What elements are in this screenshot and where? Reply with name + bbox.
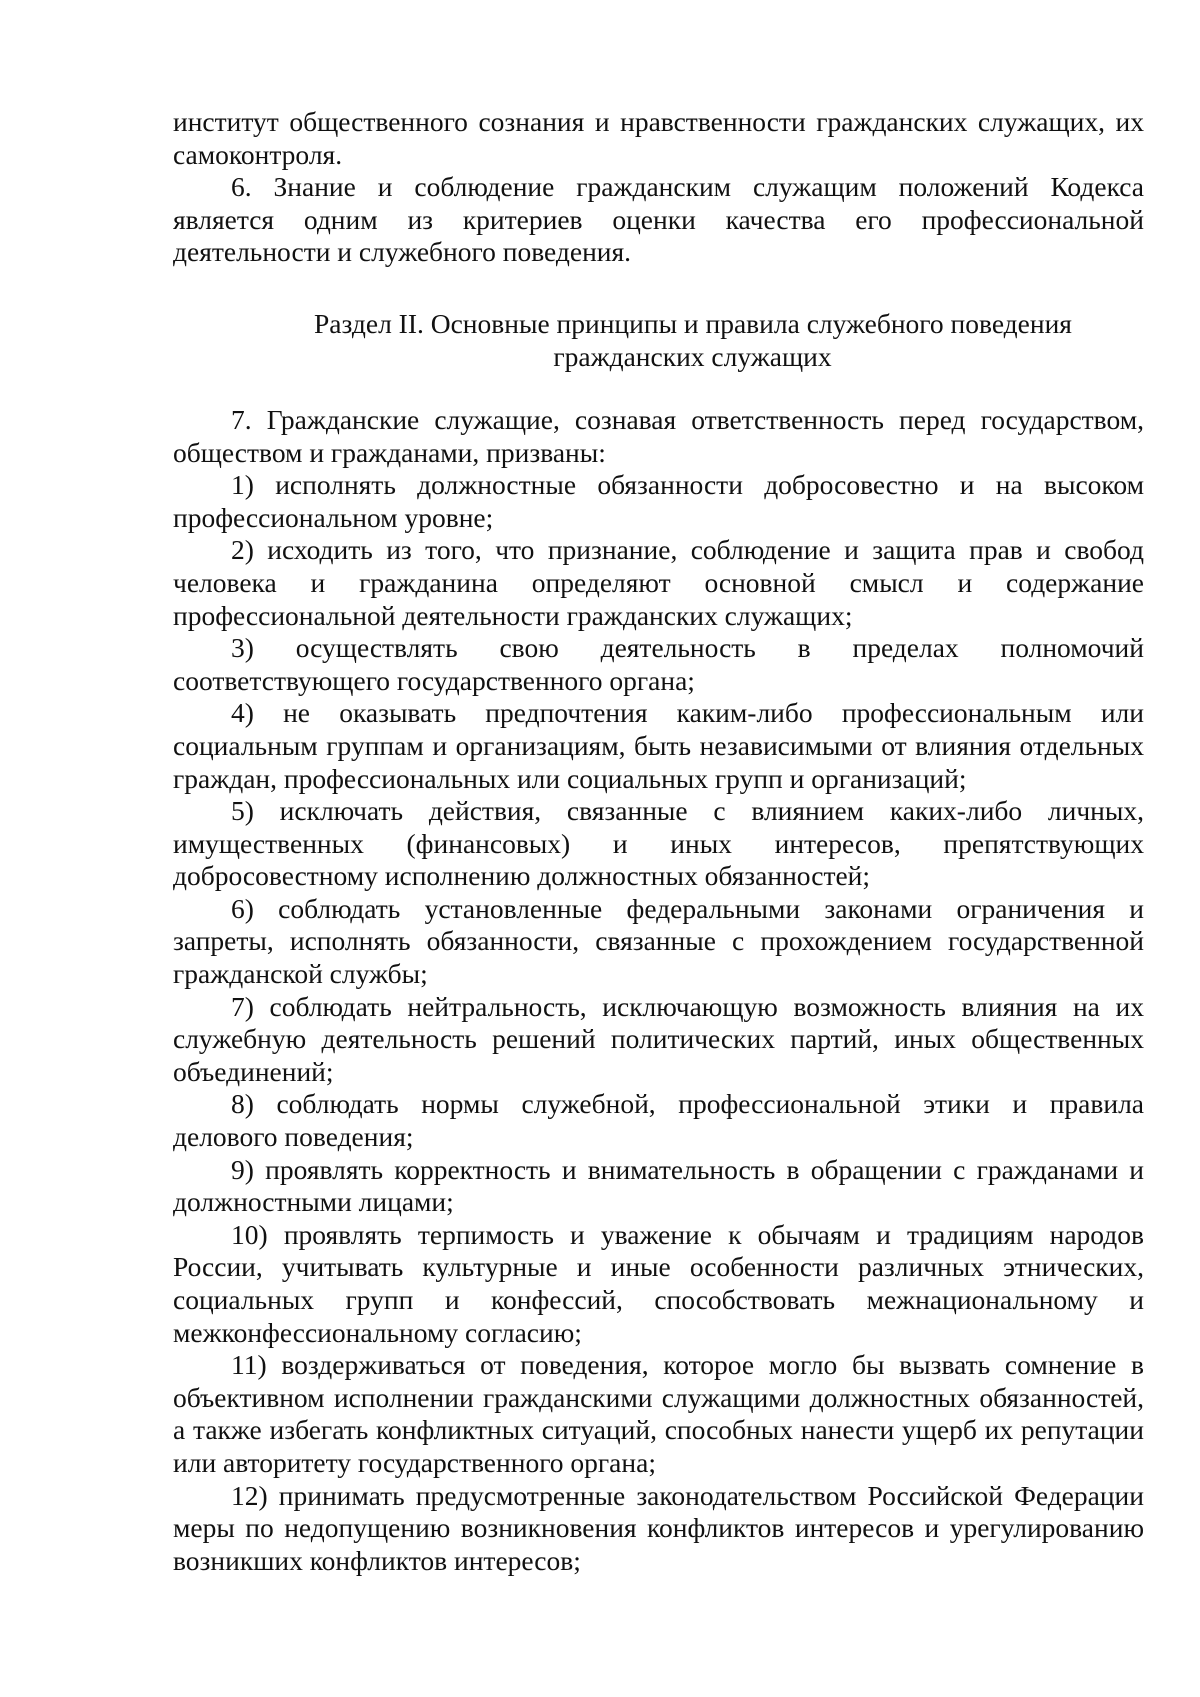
list-item-11: 11) воздерживаться от поведения, которое могло бы вызвать сомнение в объективном исполнении гражданскими служащими должностных обязанностей, а также избегать конфликтных ситуаций, способных нанести ущерб их репутации или авторитету государственного органа; <box>173 1349 1144 1478</box>
list-item-7: 7) соблюдать нейтральность, исключающую возможность влияния на их служебную деятельность решений политических партий, иных общественных объединений; <box>173 990 1144 1087</box>
list-item-2: 2) исходить из того, что признание, соблюдение и защита прав и свобод человека и гражданина определяют основной смысл и содержание профессиональной деятельности гражданских служащих; <box>173 534 1144 631</box>
list-item-5: 5) исключать действия, связанные с влиянием каких-либо личных, имущественных (финансовых) и иных интересов, препятствующих добросовестному исполнению должностных обязанностей; <box>173 795 1144 892</box>
paragraph-item-6: 6. Знание и соблюдение гражданским служащим положений Кодекса является одним из критериев оценки качества его профессиональной деятельности и служебного поведения. <box>173 171 1144 268</box>
list-item-9: 9) проявлять корректность и внимательность в обращении с гражданами и должностными лицами; <box>173 1153 1144 1218</box>
list-item-8: 8) соблюдать нормы служебной, профессиональной этики и правила делового поведения; <box>173 1088 1144 1153</box>
list-item-3: 3) осуществлять свою деятельность в пределах полномочий соответствующего государственного органа; <box>173 632 1144 696</box>
section-heading-line-2: гражданских служащих <box>553 340 832 372</box>
list-item-1: 1) исполнять должностные обязанности добросовестно и на высоком профессиональном уровне; <box>173 469 1144 533</box>
list-item-6: 6) соблюдать установленные федеральными законами ограничения и запреты, исполнять обязанности, связанные с прохождением государственной гражданской службы; <box>173 892 1144 990</box>
list-item-4: 4) не оказывать предпочтения каким-либо профессиональным или социальным группам и организациям, быть независимыми от влияния отдельных граждан, профессиональных или социальных групп и организаций; <box>173 697 1144 794</box>
paragraph-item-7: 7. Гражданские служащие, сознавая ответственность перед государством, обществом и гражданами, призваны: <box>173 403 1144 468</box>
document-page <box>173 106 1144 1577</box>
paragraph-continuation: институт общественного сознания и нравственности гражданских служащих, их самоконтроля. <box>173 106 1144 170</box>
section-heading <box>173 307 1144 373</box>
list-item-12: 12) принимать предусмотренные законодательством Российской Федерации меры по недопущению возникновения конфликтов интересов и урегулированию возникших конфликтов интересов; <box>173 1479 1144 1576</box>
section-heading-line-1: Раздел II. Основные принципы и правила служебного поведения <box>314 307 1072 339</box>
list-item-10: 10) проявлять терпимость и уважение к обычаям и традициям народов России, учитывать культурные и иные особенности различных этнических, социальных групп и конфессий, способствовать межнациональному и межконфессиональному согласию; <box>173 1218 1144 1348</box>
